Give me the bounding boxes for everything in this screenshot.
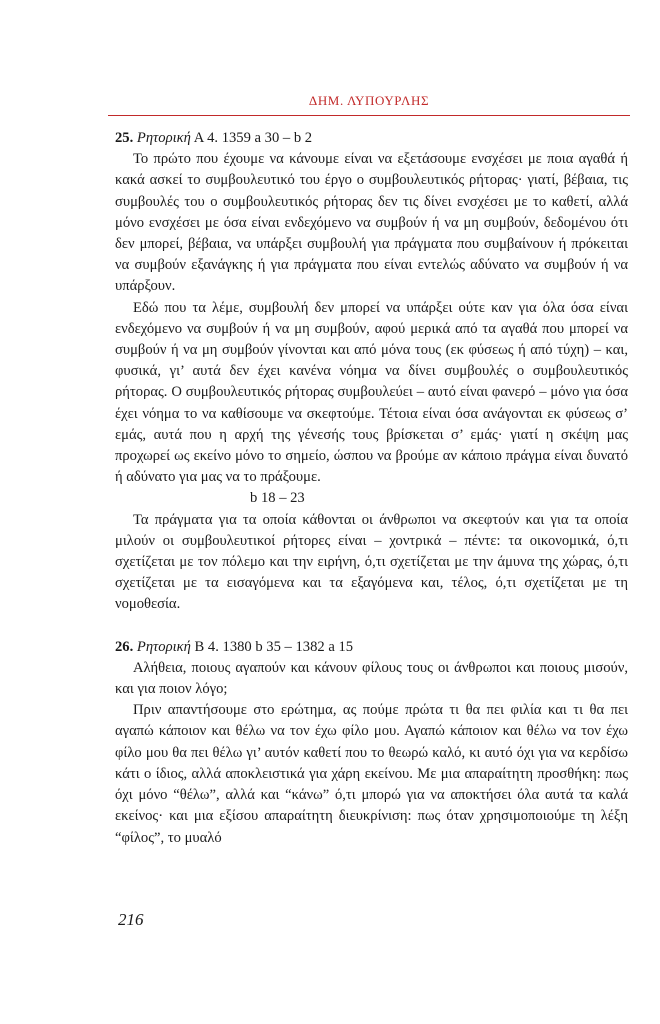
section-26-paragraph-1: Αλήθεια, ποιους αγαπούν και κάνουν φίλους τους οι άνθρωποι και ποιους μισούν, και για ποιον λόγο; [115,659,628,698]
section-25-subreference: b 18 – 23 [250,490,305,507]
section-26-reference: Β 4. 1380 b 35 – 1382 a 15 [194,638,354,655]
section-25-paragraph-3: Τα πράγματα για τα οποία κάθονται οι άνθρωποι να σκεφτούν και για τα οποία μιλούν οι συμβουλευτικοί ρήτορες είναι – χοντρικά – πέντε: τα οικονομικά, ό,τι σχετίζεται με τον πόλεμο και την ειρήνη, ό,τι σχετίζεται με την άμυνα της χώρας, ό,τι σχετίζεται με τα εισαγόμενα και τα εξαγόμενα και, τέλος, ό,τι σχετίζεται με τη νομοθεσία. [115,511,628,613]
page-number: 216 [118,910,144,929]
section-26-paragraph-2: Πριν απαντήσουμε στο ερώτημα, ας πούμε πρώτα τι θα πει φιλία και τι θα πει αγαπώ κάποιον και θέλω να τον έχω φίλο μου. Αγαπώ κάποιον και θέλω να τον έχω φίλο μου θα πει θέλω γι’ αυτόν καθετί που το θεωρώ καλό, κι αυτό όχι για να κερδίσω κάτι ο ίδιος, αλλά αποκλειστικά για χάρη εκείνου. Με μια απαραίτητη προσθήκη: πως όχι μόνο “θέλω”, αλλά και “κάνω” ό,τι μπορώ για να αποκτήσει όλα αυτά τα καλά εκείνος· και μια εξίσου απαραίτητη διευκρίνιση: πως όταν χρησιμοποιούμε τη λέξη “φίλος”, το μυαλό [115,702,628,846]
section-25-heading [115,128,628,149]
section-26-heading [115,637,628,658]
section-25-title: Ρητορική [136,130,191,146]
section-25-reference: Α 4. 1359 a 30 – b 2 [193,130,313,146]
section-25-paragraph-1: Το πρώτο που έχουμε να κάνουμε είναι να εξετάσουμε ενσχέσει με ποια αγαθά ή κακά ασκεί το συμβουλευτικό του έργο ο συμβουλευτικός ρήτορας· γιατί, βέβαια, τις συμβουλές του ο συμβουλευτικός ρήτορας δεν τις δίνει ενσχέσει με το καθετί, αλλά μόνο ενσχέσει με όσα είναι ενδεχόμενο να συμβούν ή να μη συμβούν, δεδομένου ότι δεν μπορεί, βέβαια, να υπάρξει συμβουλή για πράγματα που συμβαίνουν ή πρόκειται να συμβούν εξανάγκης ή για πράγματα που είναι εντελώς αδύνατο να συμβούν ή να υπάρξουν. [115,151,628,295]
section-gap [115,616,628,637]
section-26-title: Ρητορική [136,638,191,655]
page-body [115,128,628,849]
section-26-number: 26. [115,638,134,655]
running-head: ΔΗΜ. ΛΥΠΟΥΡΛΗΣ [308,93,430,108]
section-25-number: 25. [115,130,134,146]
section-25-paragraph-2: Εδώ που τα λέμε, συμβουλή δεν μπορεί να υπάρξει ούτε καν για όλα όσα είναι ενδεχόμενο να συμβούν ή να μη συμβούν, αφού μερικά από τα αγαθά που μπορεί να συμβούν ή να μη συμβούν γίνονται και από μόνα τους (εκ φύσεως ή από τύχη) – και, φυσικά, γι’ αυτά δεν έχει κανένα νόημα να δίνει συμβουλές ο συμβουλευτικός ρήτορας. Ο συμβουλευτικός ρήτορας συμβουλεύει – αυτό είναι φανερό – μόνο για όσα έχει νόημα το να καθίσουμε να σκεφτούμε. Τέτοια είναι όσα ανάγονται εκ φύσεως σ’ εμάς, αυτά που η αρχή της γένεσής τους βρίσκεται σ’ εμάς· γιατί η σκέψη μας προχωρεί ως εκείνο μόνο το σημείο, ώσπου να βρούμε αν κάποιο πράγμα είναι δυνατό ή αδύνατο για μας να το πράξουμε. [115,299,628,486]
header-rule [108,115,630,116]
